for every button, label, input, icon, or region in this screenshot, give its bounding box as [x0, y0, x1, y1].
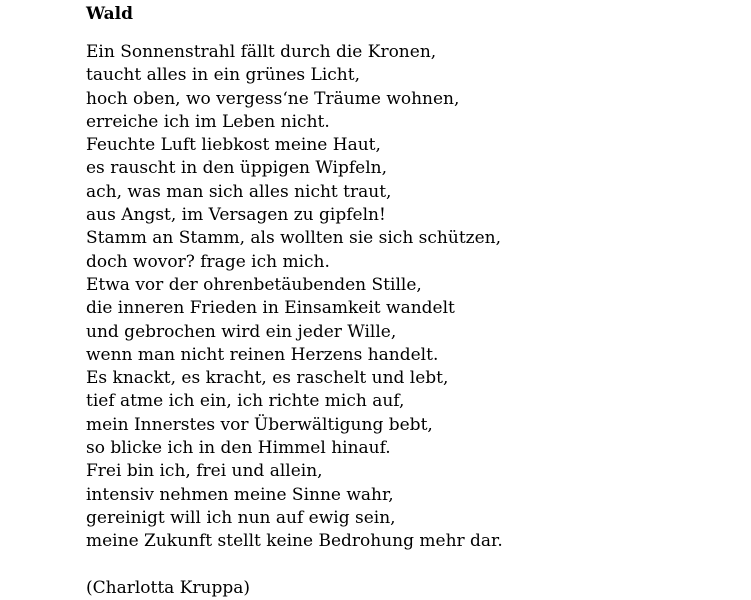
poem-line: Frei bin ich, frei und allein, [86, 461, 323, 482]
poem-line: taucht alles in ein grünes Licht, [86, 65, 360, 86]
poem-line: ach, was man sich alles nicht traut, [86, 181, 392, 202]
poem-line: mein Innerstes vor Überwältigung bebt, [86, 414, 433, 435]
poem-line: doch wovor? frage ich mich. [86, 251, 330, 272]
poem-line: gereinigt will ich nun auf ewig sein, [86, 507, 396, 528]
poem-body [86, 41, 736, 554]
poem-line: die inneren Frieden in Einsamkeit wandelt [86, 298, 455, 319]
poem-line: Stamm an Stamm, als wollten sie sich schützen, [86, 228, 502, 249]
poem-line: es rauscht in den üppigen Wipfeln, [86, 158, 387, 179]
poem-title: Wald [86, 4, 133, 24]
poem-line: Feuchte Luft liebkost meine Haut, [86, 135, 381, 156]
poem-line: wenn man nicht reinen Herzens handelt. [86, 344, 439, 365]
poem-line: Es knackt, es kracht, es raschelt und lebt, [86, 368, 449, 389]
poem-line: Etwa vor der ohrenbetäubenden Stille, [86, 274, 422, 295]
poem-line: intensiv nehmen meine Sinne wahr, [86, 484, 394, 505]
poem-line: meine Zukunft stellt keine Bedrohung mehr dar. [86, 531, 503, 552]
poem-line: so blicke ich in den Himmel hinauf. [86, 438, 391, 459]
poem-line: erreiche ich im Leben nicht. [86, 111, 330, 132]
poem-line: hoch oben, wo vergess‘ne Träume wohnen, [86, 88, 460, 109]
document-page [86, 0, 736, 600]
poem-line: und gebrochen wird ein jeder Wille, [86, 321, 397, 342]
poem-line: aus Angst, im Versagen zu gipfeln! [86, 205, 386, 226]
poem-line: tief atme ich ein, ich richte mich auf, [86, 391, 405, 412]
poem-line: Ein Sonnenstrahl fällt durch die Kronen, [86, 42, 437, 62]
poem-author: (Charlotta Kruppa) [86, 577, 251, 598]
